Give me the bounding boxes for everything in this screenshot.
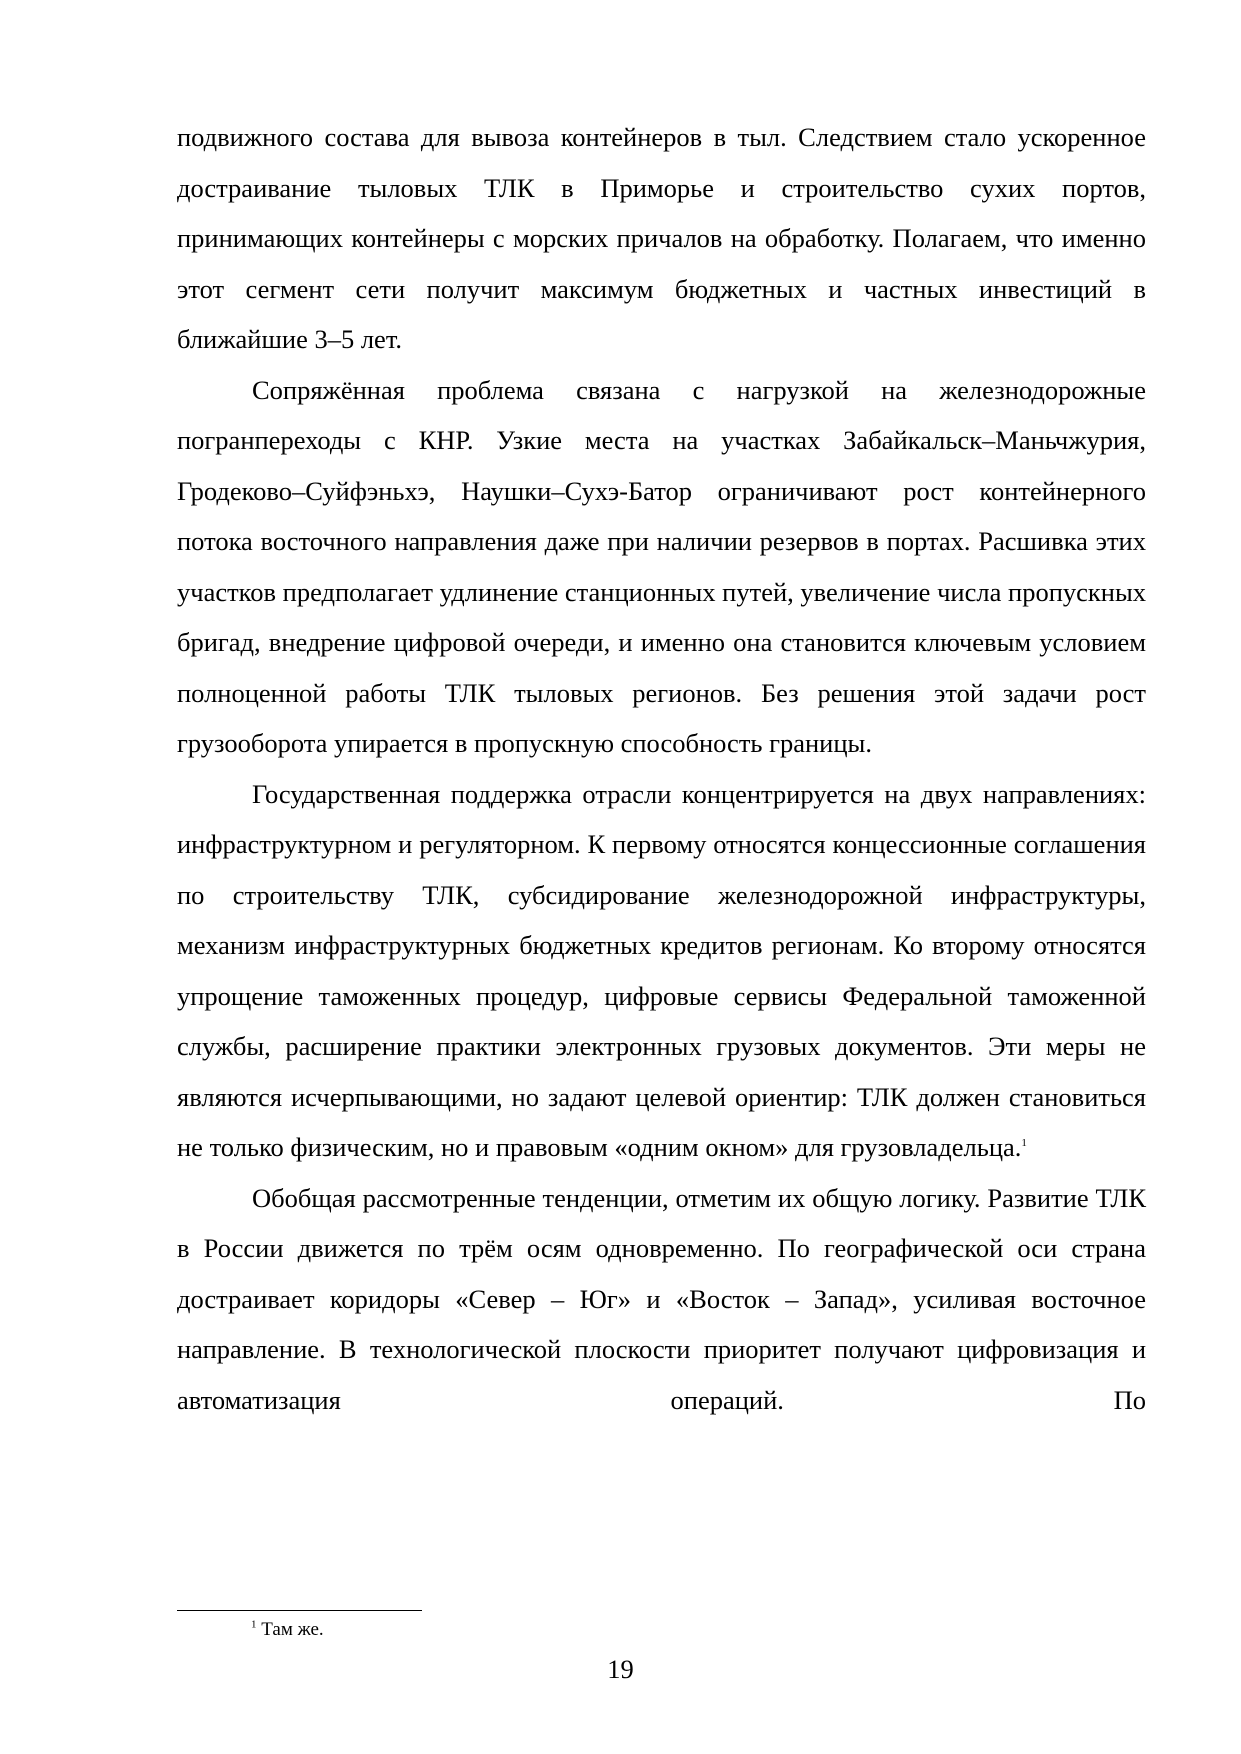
paragraph-1	[177, 112, 1146, 365]
paragraph-4-text: Обобщая рассмотренные тенденции, отметим их общую логику. Развитие ТЛК в России движется по трём осям одновременно. По географической оси страна достраивает коридоры «Север – Юг» и «Восток – Запад», усиливая восточное направление. В технологической плоскости приоритет получают цифровизация и автоматизация операций. По	[177, 1182, 1146, 1415]
paragraph-4	[177, 1173, 1146, 1426]
paragraph-2	[177, 365, 1146, 769]
footnote-mark: 1	[251, 1618, 257, 1631]
paragraph-3-text: Государственная поддержка отрасли концентрируется на двух направлениях: инфраструктурном и регуляторном. К первому относятся концессионные соглашения по строительству ТЛК, субсидирование железнодорожной инфраструктуры, механизм инфраструктурных бюджетных кредитов регионам. Ко второму относятся упрощение таможенных процедур, цифровые сервисы Федеральной таможенной службы, расширение практики электронных грузовых документов. Эти меры не являются исчерпывающими, но задают целевой ориентир: ТЛК должен становиться не только физическим, но и правовым «одним окном» для грузовладельца.	[177, 778, 1146, 1162]
paragraph-1-text: подвижного состава для вывоза контейнеров в тыл. Следствием стало ускоренное достраивание тыловых ТЛК в Приморье и строительство сухих портов, принимающих контейнеры с морских причалов на обработку. Полагаем, что именно этот сегмент сети получит максимум бюджетных и частных инвестиций в ближайшие 3–5 лет.	[177, 122, 1146, 354]
footnote-reference[interactable]: 1	[1021, 1137, 1027, 1150]
footnote-text: Там же.	[261, 1619, 324, 1640]
paragraph-3	[177, 769, 1146, 1173]
body-text	[177, 112, 1146, 1425]
paragraph-2-text: Сопряжённая проблема связана с нагрузкой на железнодорожные погранпереходы с КНР. Узкие места на участках Забайкальск–Маньчжурия, Гродеково–Суйфэньхэ, Наушки–Сухэ-Батор ограничивают рост контейнерного потока восточного направления даже при наличии резервов в портах. Расшивка этих участков предполагает удлинение станционных путей, увеличение числа пропускных бригад, внедрение цифровой очереди, и именно она становится ключевым условием полноценной работы ТЛК тыловых регионов. Без решения этой задачи рост грузооборота упирается в пропускную способность границы.	[177, 374, 1146, 758]
footnote-separator	[177, 1610, 422, 1611]
page-number: 19	[607, 1654, 634, 1684]
footnote	[251, 1618, 324, 1642]
